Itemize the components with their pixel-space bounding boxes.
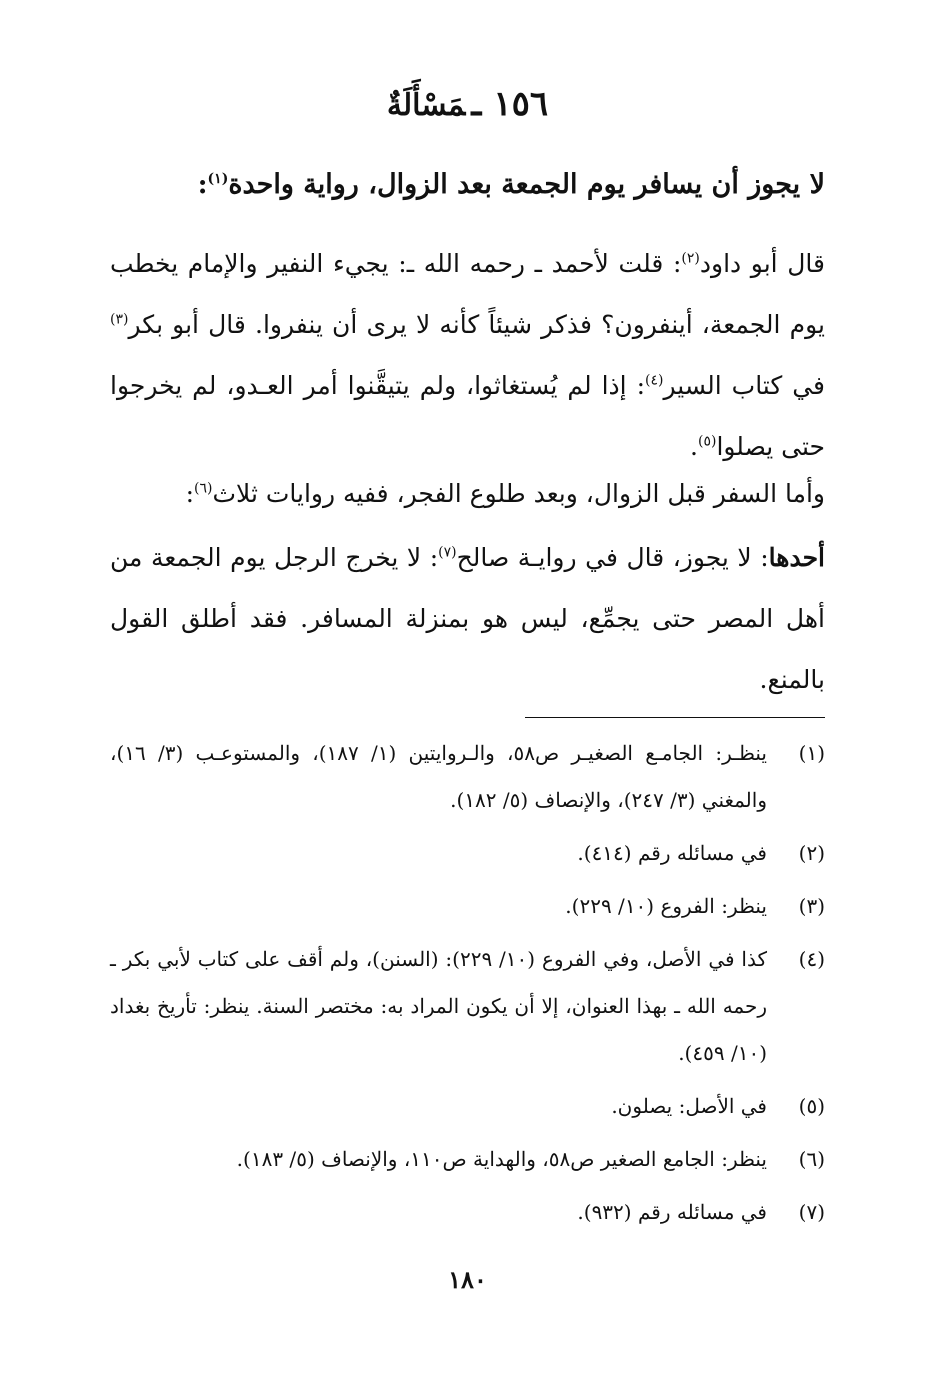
footnote-item xyxy=(110,730,825,824)
paragraph-abu-dawud xyxy=(110,233,825,477)
footnote-ref: (٣) xyxy=(110,311,129,328)
footnote-number: (٦) xyxy=(798,1147,825,1171)
issue-number: ١٥٦ xyxy=(493,84,549,124)
footnote-number: (٥) xyxy=(798,1094,825,1118)
footnote-number: (٣) xyxy=(798,894,825,918)
footnote-text: كذا في الأصل، وفي الفروع (١٠/ ٢٢٩): (السنن)، ولم أقف على كتاب لأبي بكر ـ رحمه الله ـ بهذا العنوان، إلا أن يكون المراد به: مختصر السنة. ينظر: تأريخ بغداد (١٠/ ٤٥٩). xyxy=(110,947,768,1065)
footnote-number: (٧) xyxy=(798,1200,825,1224)
page-number: ١٨٠ xyxy=(448,1265,487,1294)
issue-word: مَسْأَلَةٌ xyxy=(386,88,466,123)
footnote-text: ينظر: الفروع (١٠/ ٢٢٩). xyxy=(565,894,767,918)
paragraph-travel-before-noon xyxy=(110,463,825,524)
footnote-ref: (٤) xyxy=(645,372,664,389)
paragraph-text: : لا يجوز، قال في روايـة صالح xyxy=(456,543,769,572)
issue-title-tail: : xyxy=(197,169,208,200)
footnote-ref: (٥) xyxy=(697,433,717,450)
footnote-item xyxy=(110,830,825,877)
paragraph-text: : إذا لم يُستغاثوا، ولم يتيقَّنوا أمر العـدو، لم يخرجوا حتى يصلوا xyxy=(110,371,825,461)
issue-heading xyxy=(110,80,825,130)
footnote-item xyxy=(110,936,825,1077)
paragraph-text: : قلت لأحمد ـ رحمه الله ـ: يجيء النفير والإمام يخطب يوم الجمعة، أينفرون؟ فذكر شيئاً كأنه لا يرى أن ينفروا. قال أبو بكر xyxy=(110,249,825,339)
paragraph-first-narration xyxy=(110,527,825,710)
footnote-text: ينظـر: الجامـع الصغيـر ص٥٨، والـروايتين (١/ ١٨٧)، والمستوعـب (٣/ ١٦)، والمغني (٣/ ٢٤٧)، والإنصاف (٥/ ١٨٢). xyxy=(110,741,767,812)
issue-title-text: لا يجوز أن يسافر يوم الجمعة بعد الزوال، رواية واحدة xyxy=(228,169,825,200)
book-page xyxy=(110,0,825,1382)
footnotes-list xyxy=(110,730,825,1242)
paragraph-text: . xyxy=(690,432,698,461)
footnote-text: في الأصل: يصلون. xyxy=(611,1094,767,1118)
footnote-item xyxy=(110,1136,825,1183)
issue-title xyxy=(110,160,825,210)
paragraph-text: وأما السفر قبل الزوال، وبعد طلوع الفجر، ففيه روايات ثلاث xyxy=(212,479,825,508)
footnote-ref: (٧) xyxy=(438,544,457,561)
footnote-number: (١) xyxy=(798,741,825,765)
footnote-ref: (٢) xyxy=(681,250,700,267)
footnote-divider xyxy=(525,717,825,718)
paragraph-lead: أحدها xyxy=(768,543,825,572)
footnote-number: (٤) xyxy=(798,947,825,971)
paragraph-text: : xyxy=(185,479,195,508)
issue-separator: ـ xyxy=(471,84,482,124)
footnote-ref: (٦) xyxy=(194,480,213,497)
footnote-item xyxy=(110,1189,825,1236)
footnote-text: في مسائله رقم (٩٣٢). xyxy=(577,1200,767,1224)
paragraph-text: : لا يخرج الرجل يوم الجمعة من أهل المصر حتى يجمِّع، ليس هو بمنزلة المسافر. فقد أطلق القول بالمنع. xyxy=(110,543,825,694)
paragraph-text: في كتاب السير xyxy=(663,371,826,400)
footnote-number: (٢) xyxy=(798,841,825,865)
paragraph-text: قال أبو داود xyxy=(699,249,825,278)
footnote-text: ينظر: الجامع الصغير ص٥٨، والهداية ص١١٠، والإنصاف (٥/ ١٨٣). xyxy=(236,1147,767,1171)
footnote-ref: (١) xyxy=(207,171,229,187)
footnote-item xyxy=(110,883,825,930)
footnote-text: في مسائله رقم (٤١٤). xyxy=(577,841,767,865)
footnote-item xyxy=(110,1083,825,1130)
